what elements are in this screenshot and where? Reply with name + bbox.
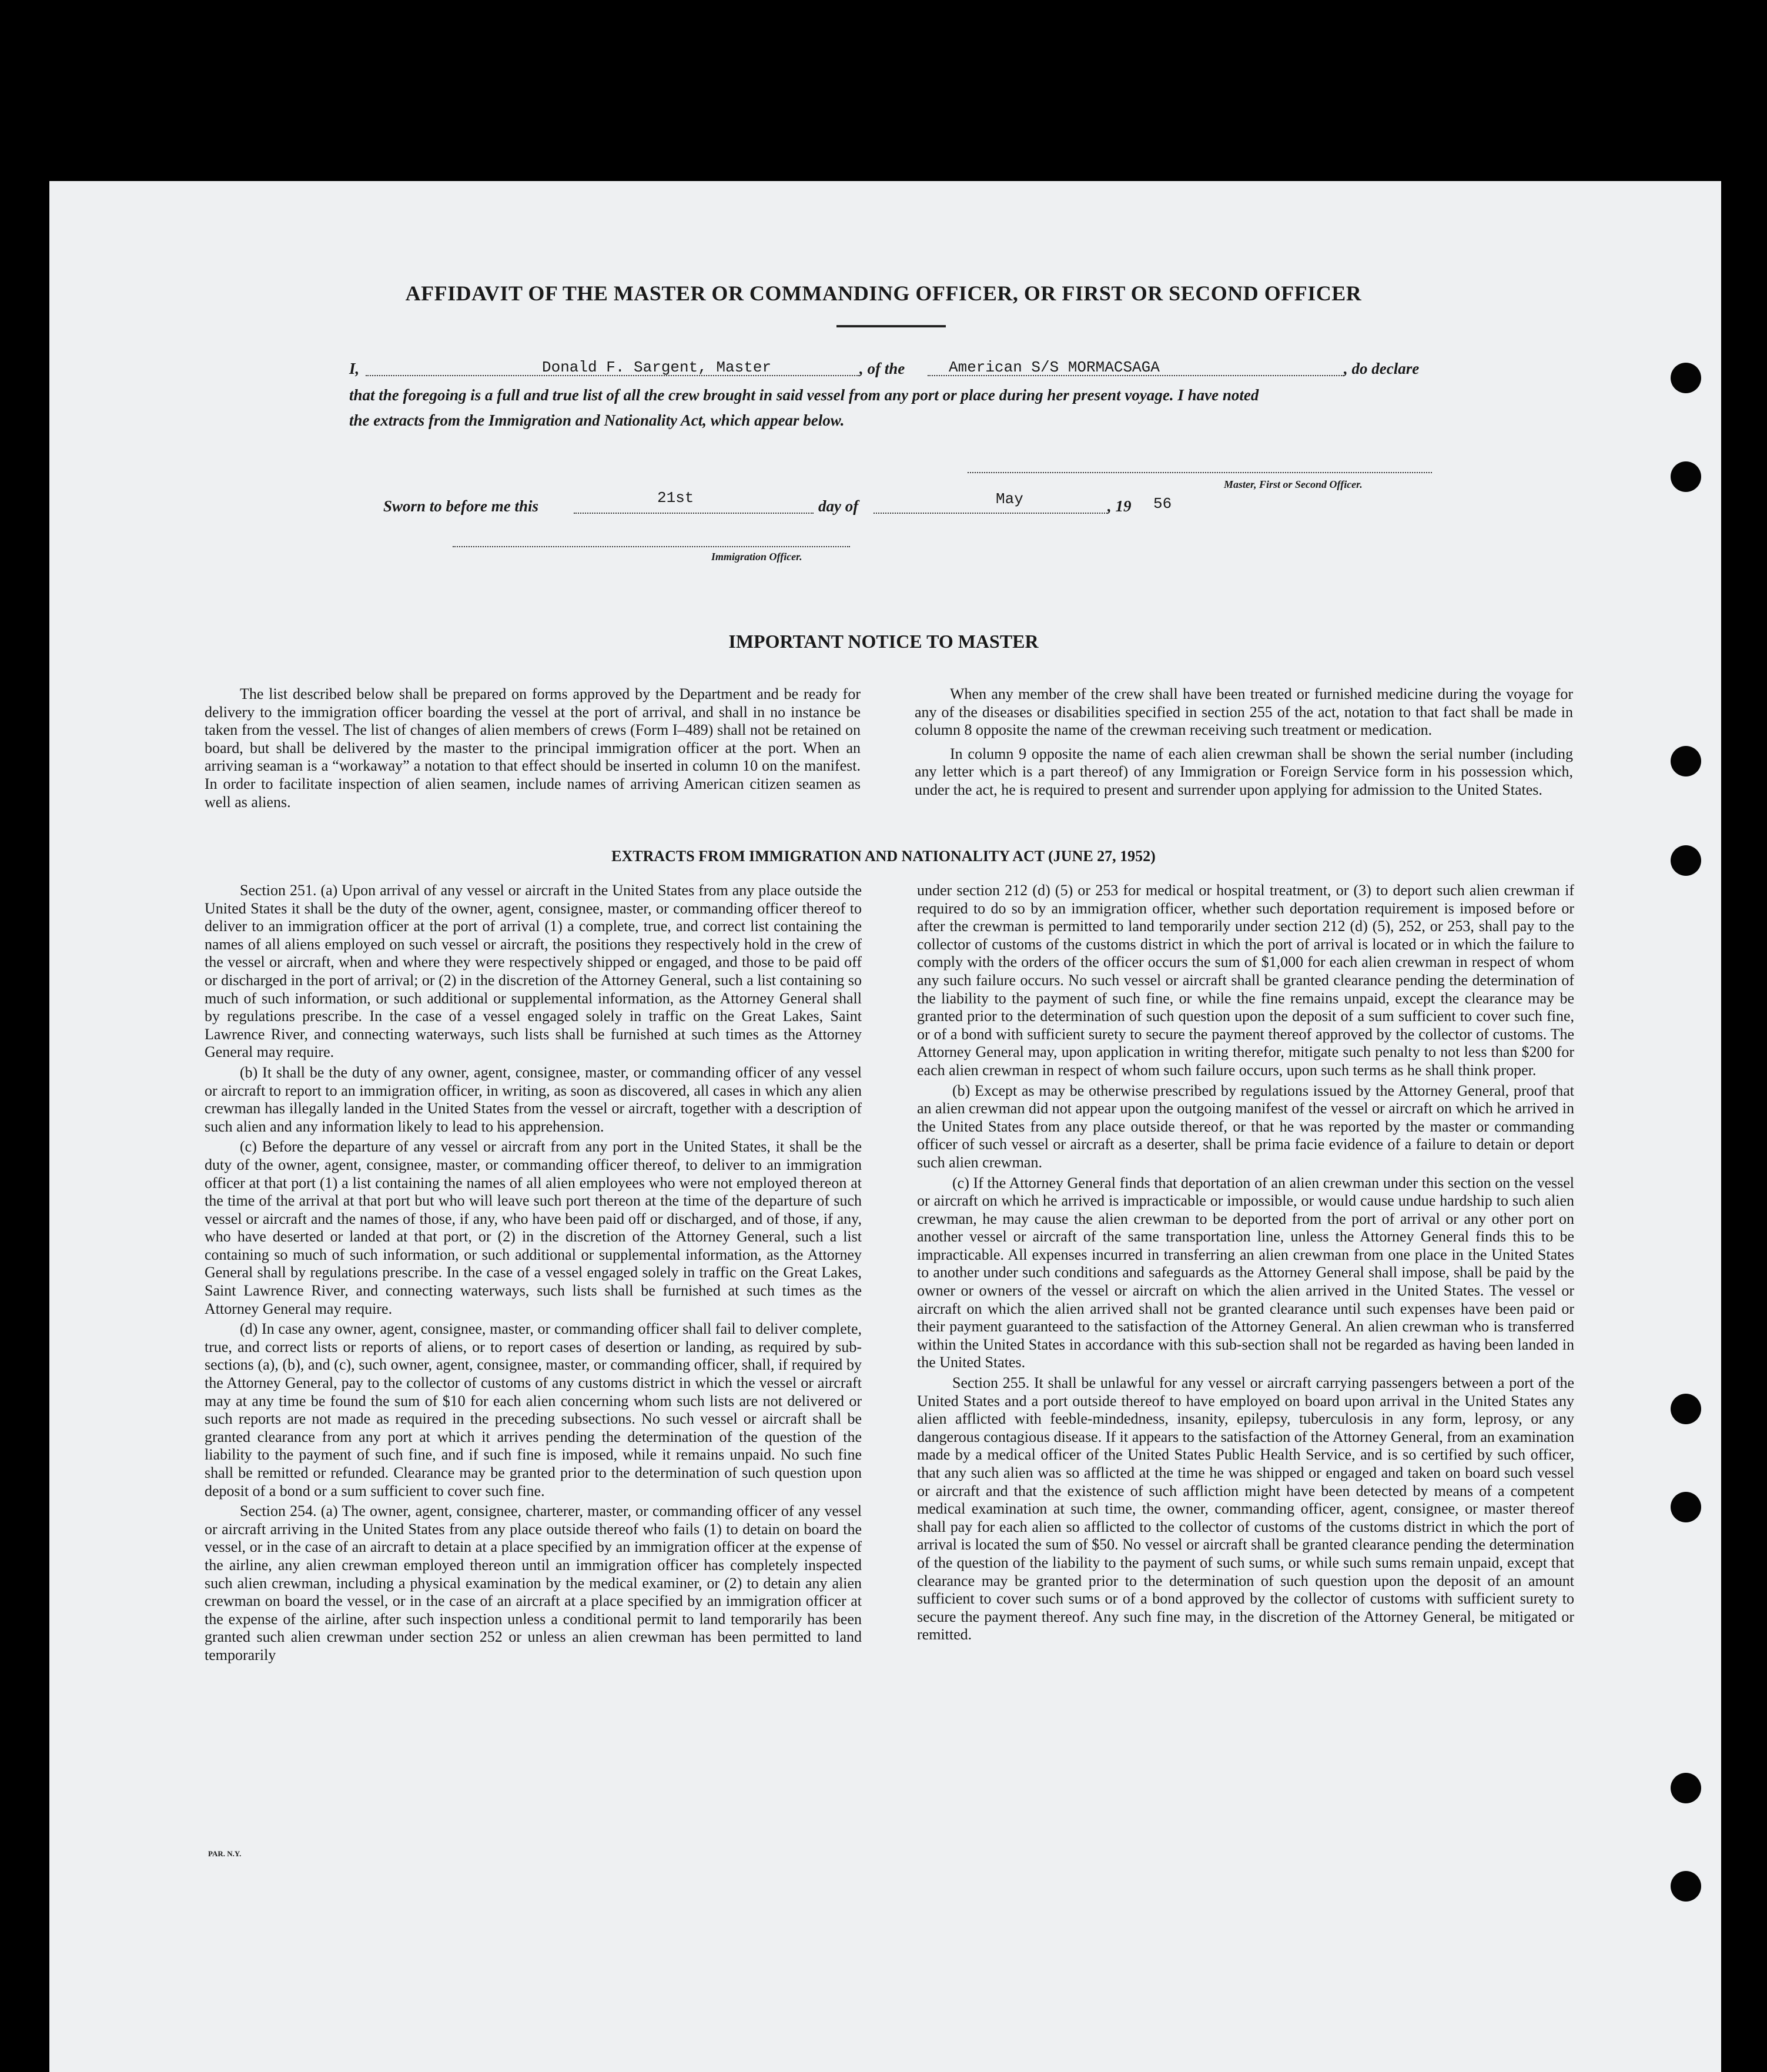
declare-prefix: I, <box>349 360 360 377</box>
extract-paragraph: Section 251. (a) Upon arrival of any vessel or aircraft in the United States from any place outside the United States it shall be the duty of the owner, agent, consignee, master, or commanding officer thereof to deliver to an immigration officer at the port of arrival (1) a complete, true, and correct list containing the names of all aliens employed on such vessel or aircraft, the positions they respectively hold in the crew of the vessel or aircraft, when and where they were respectively shipped or engaged, and those to be paid off or discharged in the port of arrival; or (2) in the discretion of the Attorney General, such a list containing so much of such information, or such additional or supplemental information, as the Attorney General shall by regulations prescribe. In the case of a vessel engaged solely in traffic on the Great Lakes, Saint Lawrence River, and connecting waterways, such lists shall be furnished at such times as the Attorney General may require. <box>205 882 862 1061</box>
affidavit-title: AFFIDAVIT OF THE MASTER OR COMMANDING OFFICER, OR FIRST OR SECOND OFFICER <box>405 282 1362 305</box>
officer-line <box>453 546 850 547</box>
extract-paragraph: (b) It shall be the duty of any owner, agent, consignee, master, or commanding officer of any vessel or aircraft to report to an immigration officer, in writing, as soon as discovered, all cases in which any alien crewman has illegally landed in the United States from the vessel or aircraft, together with a description of such alien and any information likely to lead to his apprehension. <box>205 1063 862 1135</box>
extract-paragraph: (c) Before the departure of any vessel or aircraft from any port in the United States, it shall be the duty of the owner, agent, consignee, master, or commanding officer thereof, to deliver to an immigration officer at that port (1) a list containing the names of all alien employees who were not employed thereon at the time of the arrival at that port but who will leave such port thereon at the time of the departure of such vessel or aircraft and the names of those, if any, who have been paid off or discharged, and of those, if any, who have deserted or landed at that port, or (2) in the discretion of the Attorney General, such a list containing so much of such information, or such additional or supplemental information, as the Attorney General shall by regulations prescribe. In the case of a vessel engaged solely in traffic on the Great Lakes, Saint Lawrence River, and connecting waterways, such lists shall be furnished at such times as the Attorney General may require. <box>205 1138 862 1317</box>
year-prefix: , 19 <box>1107 497 1132 515</box>
punch-hole <box>1671 1773 1701 1803</box>
officer-name: Donald F. Sargent, Master <box>542 359 772 376</box>
statement-line-1: that the foregoing is a full and true list of all the crew brought in said vessel from any port or place during her present voyage. I have noted <box>349 386 1259 404</box>
extract-paragraph: Section 255. It shall be unlawful for any vessel or aircraft carrying passengers between a port of the United States and a port outside thereof to have employed on board upon arrival in the United States any alien afflicted with feeble-mindedness, insanity, epilepsy, tuberculosis in any form, leprosy, or any dangerous contagious disease. If it appears to the satisfaction of the Attorney General, from an examination made by a medical officer of the United States Public Health Service, and is so certified by such officer, that any such alien was so afflicted at the time he was shipped or engaged and taken on board such vessel or aircraft and that the existence of such affliction might have been detected by means of a competent medical examination at such time, the owner, commanding officer, agent, consignee, or master thereof shall pay for each alien so afflicted to the collector of customs of the customs district in which the port of arrival is located the sum of $50. No vessel or aircraft shall be granted clearance pending the determination of the question of the liability to the payment of such sums, or while such sums remain unpaid, except that clearance may be granted prior to the determination of such question upon the deposit of an amount sufficient to cover such sums or of a bond approved by the collector of customs with sufficient surety to secure the payment thereof. Any such fine may, in the discretion of the Attorney General, be mitigated or remitted. <box>917 1374 1574 1643</box>
statement-line-2: the extracts from the Immigration and Nationality Act, which appear below. <box>349 411 845 429</box>
punch-hole <box>1671 1394 1701 1424</box>
extract-paragraph: (b) Except as may be otherwise prescribed by regulations issued by the Attorney General, proof that an alien crewman did not appear upon the outgoing manifest of the vessel or aircraft on which he arrived in the United States from any place outside thereof, or that he was reported by the master or commanding officer of such vessel or aircraft as a deserter, shall be prima facie evidence of a failure to detain or deport such alien crewman. <box>917 1082 1574 1171</box>
extracts-heading: EXTRACTS FROM IMMIGRATION AND NATIONALITY ACT (JUNE 27, 1952) <box>611 848 1156 865</box>
vessel-name: American S/S MORMACSAGA <box>949 359 1160 376</box>
year-suffix: 56 <box>1153 495 1172 513</box>
officer-caption: Immigration Officer. <box>711 551 802 563</box>
extract-paragraph: Section 254. (a) The owner, agent, consignee, charterer, master, or commanding officer of any vessel or aircraft arriving in the United States from any place outside thereof who fails (1) to detain on board the vessel, or in the case of an aircraft to detain at a place specified by an immigration officer at the expense of the airline, any alien crewman employed thereon until an immigration officer has completely inspected such alien crewman, including a physical examination by the medical examiner, or (2) to detain any alien crewman on board the vessel, or in the case of an aircraft at a place specified by an immigration officer at the expense of the airline, after such inspection unless a conditional permit to land temporarily has been granted such alien crewman under section 252 or unless an alien crewman has been permitted to land temporarily <box>205 1502 862 1663</box>
notice-heading: IMPORTANT NOTICE TO MASTER <box>728 631 1039 652</box>
notice-paragraph: When any member of the crew shall have been treated or furnished medicine during the voyage for any of the diseases or disabilities specified in section 255 of the act, notation to that fact shall be made in column 8 opposite the name of the crewman receiving such treatment or medication. <box>915 685 1573 739</box>
do-declare-label: , do declare <box>1344 360 1420 377</box>
notice-left-column <box>205 685 861 814</box>
punch-hole <box>1671 1871 1701 1902</box>
punch-hole <box>1671 461 1701 492</box>
title-rule <box>836 325 946 327</box>
extract-paragraph: (c) If the Attorney General finds that deportation of an alien crewman under this section on the vessel or aircraft on which he arrived is impracticable or impossible, or would cause undue hardship to such alien crewman, he may cause the alien crewman to be deported from the port of arrival or any other port on another vessel or aircraft of the same transportation line, unless the Attorney General finds this to be impracticable. All expenses incurred in transferring an alien crewman from one place in the United States to another under such conditions and safeguards as the Attorney General shall impose, shall be paid by the owner or owners of the vessel or aircraft on which the alien arrived in the United States. The vessel or aircraft on which the alien arrived shall not be granted clearance until such expenses have been paid or their payment guaranteed to the satisfaction of the Attorney General. An alien crewman who is transferred within the United States in accordance with this sub-section shall not be regarded as having been landed in the United States. <box>917 1174 1574 1371</box>
signature-line <box>968 472 1432 473</box>
sworn-month: May <box>996 490 1023 508</box>
extracts-right-column <box>917 882 1574 1646</box>
notice-paragraph: In column 9 opposite the name of each alien crewman shall be shown the serial number (including any letter which is a part thereof) of any Immigration or Foreign Service form in his possession which, under the act, he is required to present and surrender upon applying for admission to the United States. <box>915 745 1573 798</box>
of-the-label: , of the <box>859 360 905 377</box>
sworn-day: 21st <box>657 489 694 507</box>
day-line <box>574 513 814 514</box>
footer-code: PAR. N.Y. <box>208 1849 242 1858</box>
extracts-left-column <box>205 882 862 1667</box>
sworn-label: Sworn to before me this <box>383 497 539 515</box>
notice-paragraph: The list described below shall be prepared on forms approved by the Department and be ready for delivery to the immigration officer boarding the vessel at the port of arrival, and shall in no instance be taken from the vessel. The list of changes of alien members of crews (Form I–489) shall not be retained on board, but shall be delivered by the master to the principal immigration officer at the port. When an arriving seaman is a “workaway” a notation to that effect should be inserted in column 10 on the manifest. In order to facilitate inspection of alien seamen, include names of arriving American citizen seamen as well as aliens. <box>205 685 861 811</box>
punch-hole <box>1671 363 1701 393</box>
signature-caption: Master, First or Second Officer. <box>1224 478 1363 490</box>
punch-hole <box>1671 1492 1701 1522</box>
extract-paragraph: (d) In case any owner, agent, consignee, master, or commanding officer shall fail to deliver complete, true, and correct lists or reports of aliens, or to report cases of desertion or landing, as required by sub-sections (a), (b), and (c), such owner, agent, consignee, master, or commanding officer, shall, if required by the Attorney General, pay to the collector of customs of any customs district in which the vessel or aircraft may at any time be found the sum of $10 for each alien concerning whom such lists are not delivered or such reports are not made as required in the preceding subsections. No such vessel or aircraft shall be granted clearance from any port at which it arrives pending the determination of the question of the liability to the payment of such fine, and if such fine is imposed, while it remains unpaid. No such fine shall be remitted or refunded. Clearance may be granted prior to the determination of such question upon deposit of a bond or a sum sufficient to cover such fine. <box>205 1320 862 1499</box>
extract-paragraph: under section 212 (d) (5) or 253 for medical or hospital treatment, or (3) to deport such alien crewman if required to do so by an immigration officer, whether such deportation requirement is imposed before or after the crewman is permitted to land temporarily under section 212 (d) (5), 252, or 253, shall pay to the collector of customs of the customs district in which the port of arrival is located or in which the failure to comply with the orders of the officer occurs the sum of $1,000 for each alien crewman in respect of whom any such failure occurs. No such vessel or aircraft shall be granted clearance pending the determination of the liability to the payment of such fine, or while the fine remains unpaid, except the clearance may be granted prior to the determination of such question upon the deposit of a sum sufficient to cover such fine, or of a bond with sufficient surety to secure the payment thereof approved by the collector of customs. The Attorney General may, upon application in writing therefor, mitigate such penalty to not less than $200 for each alien crewman in respect of whom such failure occurs, upon such terms as he shall think proper. <box>917 882 1574 1079</box>
month-line <box>874 513 1107 514</box>
punch-hole <box>1671 746 1701 776</box>
notice-right-column <box>915 685 1573 802</box>
day-of-label: day of <box>818 497 859 515</box>
